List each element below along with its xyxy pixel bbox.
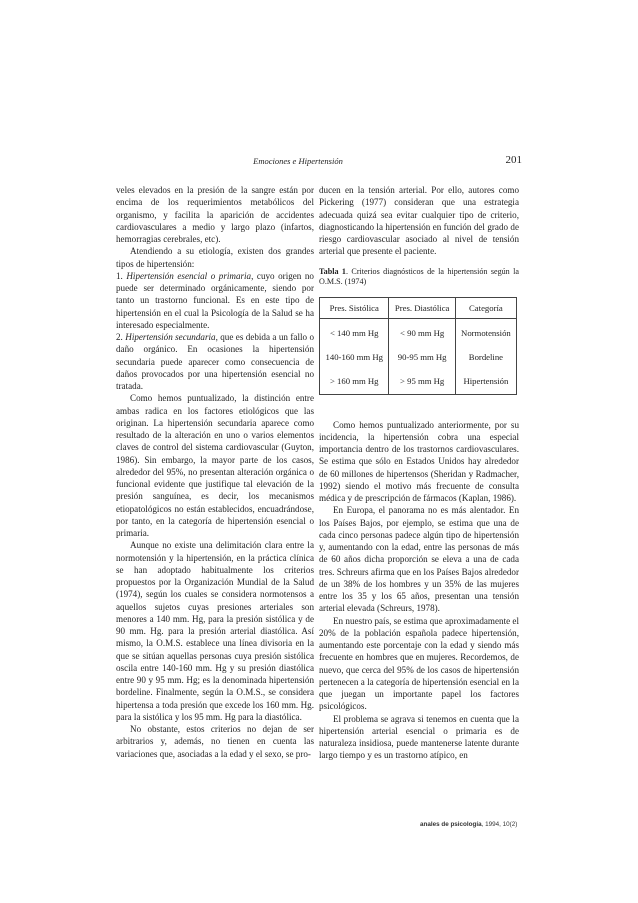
list-number: 1. bbox=[116, 270, 123, 281]
paragraph: veles elevados en la presión de la sangre están por encima de los requerimientos metabólicos del organismo, y facilita la aparición de accidentes cardiovasculares a medio y largo plazo (infartos, hemorragias cerebrales, etc). bbox=[116, 185, 314, 244]
column-header: Pres. Sistólica bbox=[320, 297, 389, 318]
journal-footer bbox=[420, 821, 517, 828]
page-header bbox=[112, 154, 522, 168]
journal-name: anales de psicología bbox=[420, 821, 482, 828]
paragraph: En Europa, el panorama no es más alentador. En los Países Bajos, por ejemplo, se estima que una de cada cinco personas padece algún tipo de hipertensión y, aumentando con la edad, entre las personas de más de 60 años dicha proporción se eleva a una de cada tres. Schreurs afirma que en los Países Bajos alrededor de un 38% de los hombres y un 35% de las mujeres entre los 35 y los 65 años, presentan una tensión arterial elevada (Schreurs, 1978). bbox=[319, 505, 519, 614]
list-text: , que es debida a un fallo o daño orgánico. En ocasiones la hipertensión secundaria puede aparecer como consecuencia de daños provocados por una hipertensión esencial no tratada. bbox=[116, 332, 314, 391]
left-column bbox=[116, 184, 314, 760]
table-cell: Bordeline bbox=[455, 345, 516, 369]
table-row bbox=[320, 318, 517, 345]
paragraph: No obstante, estos criterios no dejan de ser arbitrarios y, además, no tienen en cuenta las variaciones que, asociadas a la edad y el sexo, se pro- bbox=[116, 724, 314, 759]
table-cell: Hipertensión bbox=[455, 369, 516, 394]
right-column bbox=[319, 184, 519, 762]
table-cell: 140-160 mm Hg bbox=[320, 345, 389, 369]
paragraph: Como hemos puntualizado, la distinción entre ambas radica en los factores etiológicos que las originan. La hipertensión secundaria aparece como resultado de la alteración en uno o varios elementos claves de control del sistema cardiovascular (Guyton, 1986). Sin embargo, la mayor parte de los casos, alrededor del 95%, no presentan alteración orgánica o funcional evidente que justifique tal elevación de la presión sanguínea, es decir, los mecanismos etiopatológicos no están establecidos, encuadrándose, por tanto, en la categoría de hipertensión esencial o primaria. bbox=[116, 393, 314, 538]
term-secondary: Hipertensión secundaria bbox=[125, 332, 216, 342]
list-item-essential bbox=[116, 270, 314, 331]
column-header: Pres. Diastólica bbox=[389, 297, 455, 318]
paragraph: Atendiendo a su etiología, existen dos grandes tipos de hipertensión: bbox=[116, 246, 314, 269]
list-item-secondary bbox=[116, 331, 314, 392]
list-text: , cuyo origen no puede ser determinado orgánicamente, siendo por tanto un trastorno funcional. Es en este tipo de hipertensión en el cual la Psicología de la Salud se ha interesado especialmente. bbox=[116, 270, 314, 330]
caption-label: Tabla 1 bbox=[319, 266, 346, 276]
journal-issue: , 1994, 10(2) bbox=[481, 821, 518, 828]
list-number: 2. bbox=[116, 332, 123, 342]
paragraph: Como hemos puntualizado anteriormente, por su incidencia, la hipertensión cobra una especial importancia dentro de los trastornos cardiovasculares. Se estima que sólo en Estados Unidos hay alrededor de 60 millones de hipertensos (Sheridan y Radmacher, 1992) siendo el motivo más frecuente de consulta médica y de prescripción de fármacos (Kaplan, 1986). bbox=[319, 419, 519, 503]
table-cell: < 140 mm Hg bbox=[320, 318, 389, 345]
page-number: 201 bbox=[505, 154, 522, 166]
column-header: Categoría bbox=[455, 297, 516, 318]
table-cell: > 160 mm Hg bbox=[320, 369, 389, 394]
table-row bbox=[320, 369, 517, 394]
paragraph: El problema se agrava si tenemos en cuenta que la hipertensión arterial esencial o primaria es de naturaleza insidiosa, puede mantenerse latente durante largo tiempo y es un trastorno atípico, en bbox=[319, 713, 519, 761]
table-cell: > 95 mm Hg bbox=[389, 369, 455, 394]
caption-text: . Criterios diagnósticos de la hipertensión según la O.M.S. (1974) bbox=[319, 266, 519, 286]
paragraph: En nuestro país, se estima que aproximadamente el 20% de la población española padece hipertensión, aumentando este porcentaje con la edad y siendo más frecuente en hombres que en mujeres. Recordemos, de nuevo, que cerca del 95% de los casos de hipertensión pertenecen a la categoría de hipertensión esencial en la que juegan un importante papel los factores psicológicos. bbox=[319, 615, 519, 712]
table-cell: Normotensión bbox=[455, 318, 516, 345]
term-essential: Hipertensión esencial o primaria bbox=[126, 270, 252, 281]
table-caption bbox=[319, 267, 519, 288]
paragraph: Aunque no existe una delimitación clara entre la normotensión y la hipertensión, en la práctica clínica se han adoptado habitualmente los criterios propuestos por la Organización Mundial de la Salud (1974), según los cuales se considera normotensos a aquellos sujetos cuyas presiones arteriales son menores a 140 mm. Hg, para la presión sistólica y de 90 mm. Hg. para la presión arterial diastólica. Así mismo, la O.M.S. establece una línea divisoria en la que se sitúan aquellas personas cuya presión sistólica oscila entre 140-160 mm. Hg y su presión diastólica entre 90 y 95 mm. Hg; es la denominada hipertensión bordeline. Finalmente, según la O.M.S., se considera hipertensa a toda presión que excede los 160 mm. Hg. para la sistólica y los 95 mm. Hg para la diastólica. bbox=[116, 540, 314, 722]
table-row bbox=[320, 345, 517, 369]
criteria-table bbox=[319, 297, 517, 395]
table-cell: 90-95 mm Hg bbox=[389, 345, 455, 369]
table-cell: < 90 mm Hg bbox=[389, 318, 455, 345]
paragraph: ducen en la tensión arterial. Por ello, autores como Pickering (1977) consideran que una estrategia adecuada quizá sea evitar cualquier tipo de criterio, diagnosticando la hipertensión en función del grado de riesgo cardiovascular asociado al nivel de tensión arterial que presente el paciente. bbox=[319, 185, 519, 257]
table-header-row bbox=[320, 297, 517, 318]
running-title: Emociones e Hipertensión bbox=[253, 156, 343, 166]
